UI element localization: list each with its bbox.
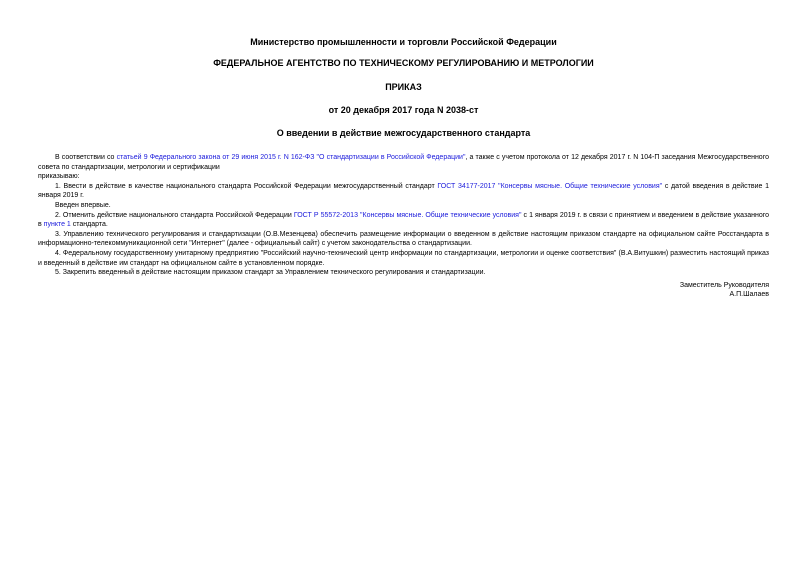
item-2-paragraph — [38, 211, 769, 230]
document-subject: О введении в действие межгосударственного стандарта — [276, 128, 531, 138]
item-2-text-3: стандарта. — [70, 221, 108, 229]
preamble-paragraph — [38, 153, 769, 172]
document-page — [38, 0, 769, 300]
item-2-text-2: с 1 января 2019 г. в связи с принятием и введением в действие указанного в — [38, 211, 770, 229]
preamble-text-2: , а также с учетом протокола от 12 декабря 2017 г. N 104-П заседания Межгосударственного совета по стандартизации, метрологии и сертификации — [38, 154, 769, 171]
item-1-reference-link[interactable]: пункте 1 — [43, 221, 71, 229]
preamble-text-1: В соответствии со — [55, 154, 117, 161]
document-date-number: от 20 декабря 2017 года N 2038-ст — [328, 105, 479, 115]
gost-r-55572-link[interactable]: ГОСТ Р 55572-2013 "Консервы мясные. Общие технические условия" — [293, 211, 522, 219]
item-5-paragraph: 5. Закрепить введенный в действие настоящим приказом стандарт за Управлением технического регулирования и стандартизации. — [55, 269, 486, 277]
document-body — [38, 153, 769, 278]
document-type: ПРИКАЗ — [385, 82, 422, 92]
signatory-position: Заместитель Руководителя — [679, 281, 769, 289]
item-3-paragraph: 3. Управлению технического регулирования и стандартизации (О.В.Мезенцева) обеспечить размещение информации о введенном в действие настоящим приказом стандарте на официальном сайте Росстандарта в информационно-телекоммуникационной сети "Интернет" (далее - официальный сайт) с учетом законодательства о стандартизации. — [38, 230, 769, 248]
item-2-text-1: 2. Отменить действие национального стандарта Российской Федерации — [55, 211, 294, 219]
item-4-paragraph: 4. Федеральному государственному унитарному предприятию "Российский научно-технический центр информации по стандартизации, метрологии и оценке соответствия" (В.А.Витушкин) разместить настоящий приказ и введенный в действие им стандарт на официальном сайте в установленном порядке. — [38, 249, 769, 267]
item-1-text-1: 1. Ввести в действие в качестве национального стандарта Российской Федерации межгосударственный стандарт — [55, 182, 438, 190]
order-word: приказываю: — [38, 173, 80, 181]
item-1-text-2: с датой введения в действие 1 января 2019 г. — [38, 182, 770, 200]
ministry-name: Министерство промышленности и торговли Российской Федерации — [250, 37, 557, 47]
agency-name: ФЕДЕРАЛЬНОЕ АГЕНТСТВО ПО ТЕХНИЧЕСКОМУ РЕГУЛИРОВАНИЮ И МЕТРОЛОГИИ — [213, 58, 594, 68]
gost-34177-link[interactable]: ГОСТ 34177-2017 "Консервы мясные. Общие технические условия" — [437, 182, 663, 190]
item-1-note: Введен впервые. — [55, 201, 111, 209]
item-1-paragraph — [38, 182, 769, 201]
signatory-name: А.П.Шалаев — [729, 291, 769, 299]
federal-law-link[interactable]: статьей 9 Федерального закона от 29 июня 2015 г. N 162-ФЗ "О стандартизации в Российской Федерации" — [116, 154, 466, 161]
signature-block — [38, 281, 769, 300]
